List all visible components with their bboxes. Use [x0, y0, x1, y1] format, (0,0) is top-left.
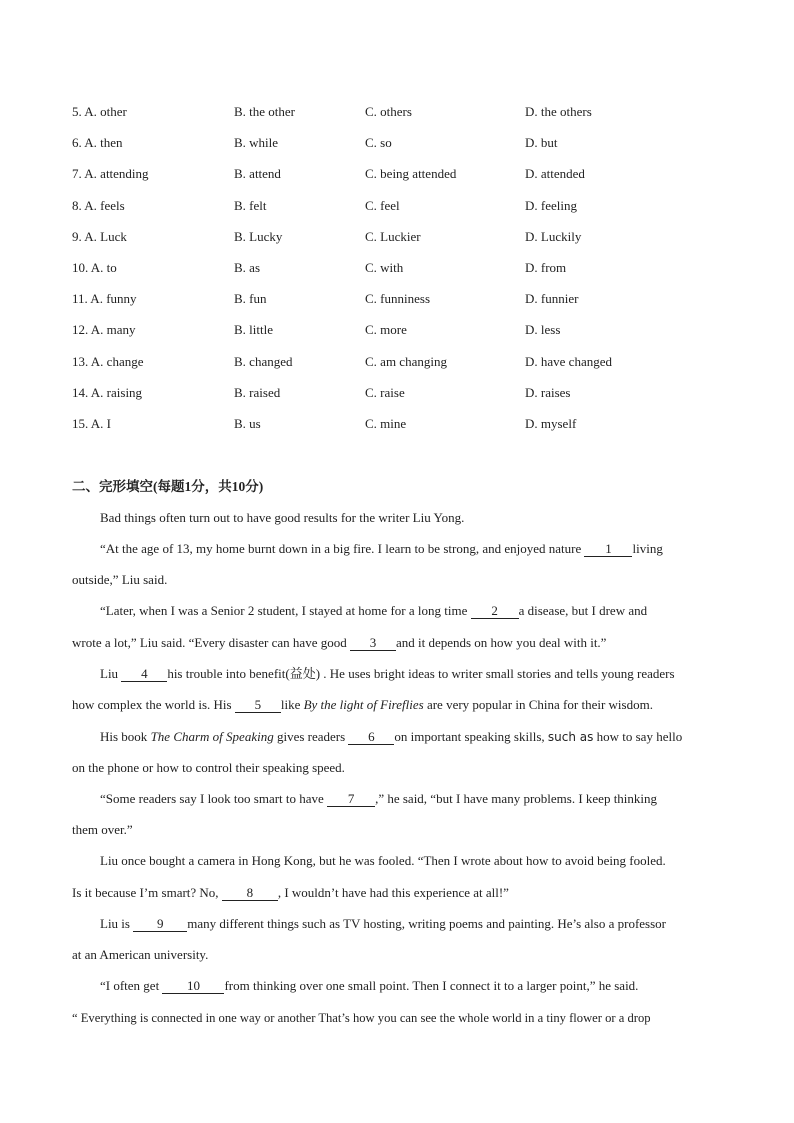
option-d[interactable]: D. from	[525, 260, 567, 275]
option-c[interactable]: C. being attended	[365, 166, 457, 182]
option-a[interactable]: 12. A. many	[72, 322, 136, 338]
option-d[interactable]: D. but	[525, 135, 558, 151]
option-b[interactable]: B. raised	[234, 384, 281, 400]
passage-line: Liu once bought a camera in Hong Kong, but he was fooled. “Then I wrote about how to avoid being fooled.	[100, 853, 666, 868]
blank-8[interactable]: 8	[222, 885, 278, 901]
passage-line: His book The Charm of Speaking gives readers 6 on important speaking skills, such as how to say hello	[100, 729, 683, 744]
option-c[interactable]: C. with	[365, 260, 404, 275]
blank-6[interactable]: 6	[348, 729, 394, 745]
option-b[interactable]: B. as	[234, 260, 260, 275]
option-c[interactable]: C. mine	[365, 416, 407, 431]
option-c[interactable]: C. more	[365, 322, 407, 338]
option-b[interactable]: B. changed	[234, 353, 293, 369]
passage-line: Liu 4 his trouble into benefit(益处) . He uses bright ideas to writer small stories and tells young readers	[100, 666, 675, 681]
option-row	[0, 383, 794, 403]
blank-3[interactable]: 3	[350, 635, 396, 651]
option-a[interactable]: 5. A. other	[72, 104, 127, 119]
passage-line: “At the age of 13, my home burnt down in a big fire. I learn to be strong, and enjoyed nature 1 living	[100, 541, 663, 556]
option-b[interactable]: B. while	[234, 135, 279, 151]
option-c[interactable]: C. feel	[365, 197, 400, 213]
passage-line: Liu is 9 many different things such as TV hosting, writing poems and painting. He’s also a professor	[100, 916, 666, 931]
option-b[interactable]: B. the other	[234, 104, 296, 119]
option-c[interactable]: C. funniness	[365, 291, 430, 307]
blank-2[interactable]: 2	[471, 603, 519, 619]
option-a[interactable]: 11. A. funny	[72, 291, 137, 307]
passage-line: “Later, when I was a Senior 2 student, I stayed at home for a long time 2 a disease, but I drew and	[100, 603, 648, 618]
blank-4[interactable]: 4	[121, 666, 167, 682]
option-b[interactable]: B. us	[234, 416, 261, 431]
option-row	[0, 414, 794, 434]
option-row	[0, 320, 794, 340]
option-c[interactable]: C. so	[365, 135, 392, 151]
option-a[interactable]: 7. A. attending	[72, 166, 149, 182]
option-a[interactable]: 8. A. feels	[72, 197, 125, 213]
option-d[interactable]: D. myself	[525, 416, 577, 431]
option-row	[0, 133, 794, 153]
option-d[interactable]: D. Luckily	[525, 228, 582, 244]
option-d[interactable]: D. funnier	[525, 291, 579, 307]
option-row	[0, 227, 794, 247]
option-c[interactable]: C. Luckier	[365, 228, 421, 244]
option-row	[0, 164, 794, 184]
blank-5[interactable]: 5	[235, 697, 281, 713]
passage-line: wrote a lot,” Liu said. “Every disaster can have good 3 and it depends on how you deal with it.”	[72, 635, 607, 650]
section-heading: 二、完形填空(每题1分，共10分)	[72, 479, 264, 494]
option-a[interactable]: 15. A. I	[72, 416, 111, 431]
option-b[interactable]: B. attend	[234, 166, 281, 182]
blank-7[interactable]: 7	[327, 791, 375, 807]
option-b[interactable]: B. felt	[234, 197, 267, 213]
option-d[interactable]: D. feeling	[525, 197, 577, 213]
passage-line: on the phone or how to control their speaking speed.	[72, 760, 345, 775]
passage-line: at an American university.	[72, 947, 209, 962]
blank-1[interactable]: 1	[584, 541, 632, 557]
option-c[interactable]: C. raise	[365, 384, 405, 400]
option-a[interactable]: 13. A. change	[72, 353, 144, 369]
option-c[interactable]: C. am changing	[365, 353, 447, 369]
option-row	[0, 102, 794, 122]
book-title: By the light of Fireflies	[303, 697, 424, 712]
option-d[interactable]: D. less	[525, 322, 561, 338]
option-b[interactable]: B. little	[234, 322, 273, 338]
book-title: The Charm of Speaking	[150, 729, 274, 744]
option-a[interactable]: 10. A. to	[72, 260, 117, 275]
option-d[interactable]: D. have changed	[525, 353, 612, 369]
option-row	[0, 258, 794, 278]
passage-line: how complex the world is. His 5 like By the light of Fireflies are very popular in China for their wisdom.	[72, 697, 653, 712]
passage-line: Is it because I’m smart? No, 8 , I wouldn’t have had this experience at all!”	[72, 885, 509, 900]
option-c[interactable]: C. others	[365, 104, 412, 119]
option-a[interactable]: 14. A. raising	[72, 384, 143, 400]
blank-10[interactable]: 10	[162, 978, 224, 994]
option-row	[0, 352, 794, 372]
option-d[interactable]: D. the others	[525, 104, 592, 119]
option-b[interactable]: B. fun	[234, 291, 267, 307]
passage-line: Bad things often turn out to have good results for the writer Liu Yong.	[100, 510, 465, 525]
passage-line: “I often get 10 from thinking over one small point. Then I connect it to a larger point,” he said.	[100, 978, 639, 993]
option-d[interactable]: D. attended	[525, 166, 585, 182]
option-row	[0, 196, 794, 216]
option-d[interactable]: D. raises	[525, 384, 571, 400]
passage-line: “ Everything is connected in one way or another That’s how you can see the whole world in a tiny flower or a drop	[72, 1011, 651, 1025]
blank-9[interactable]: 9	[133, 916, 187, 932]
passage-line: outside,” Liu said.	[72, 572, 168, 587]
option-b[interactable]: B. Lucky	[234, 228, 283, 244]
passage-line: “Some readers say I look too smart to have 7 ,” he said, “but I have many problems. I keep thinking	[100, 791, 658, 806]
option-a[interactable]: 9. A. Luck	[72, 228, 127, 244]
passage-line: them over.”	[72, 822, 133, 837]
option-a[interactable]: 6. A. then	[72, 135, 123, 151]
option-row	[0, 289, 794, 309]
